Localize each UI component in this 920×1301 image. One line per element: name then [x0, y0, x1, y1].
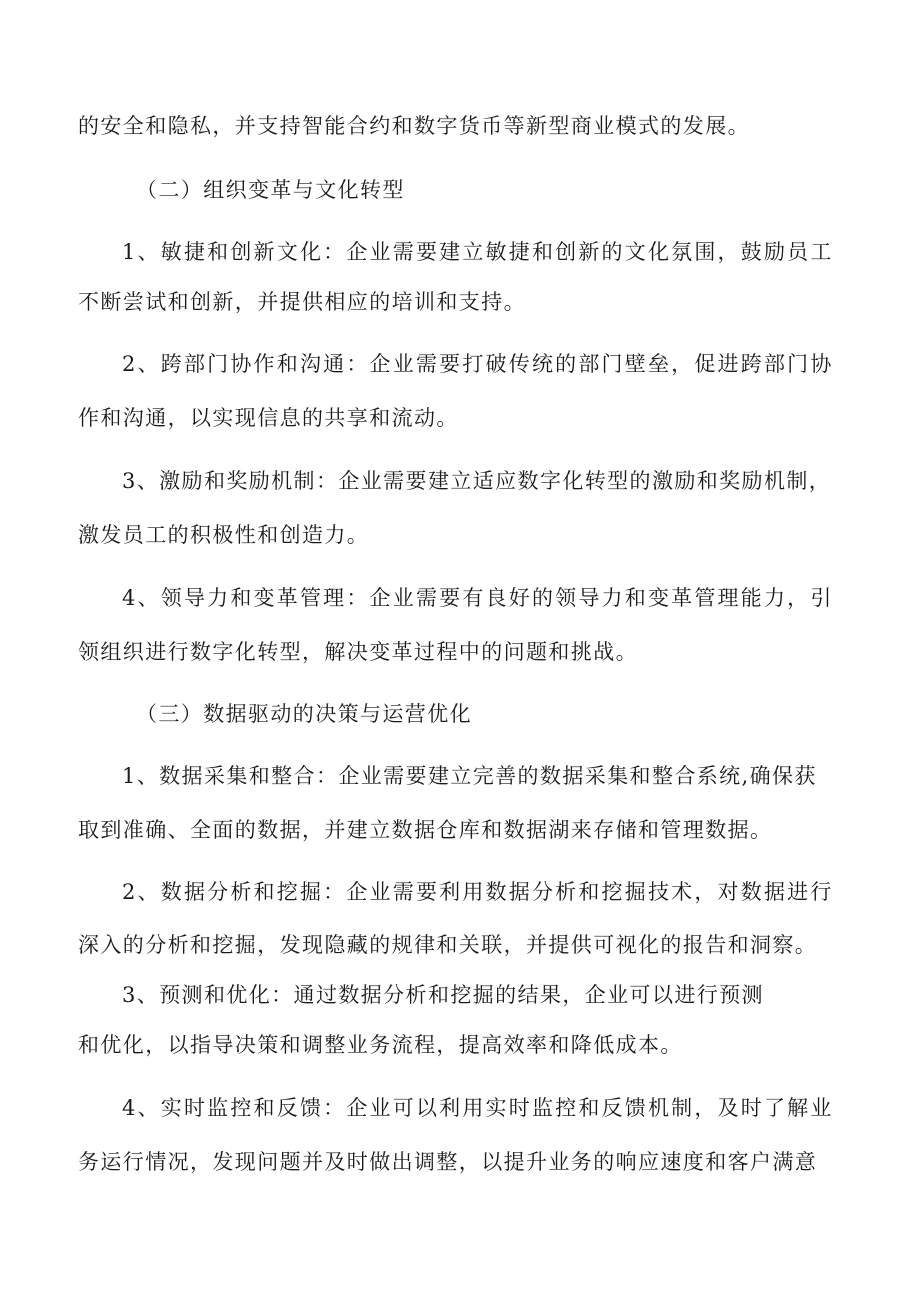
- paragraph-line: 3、预测和优化：通过数据分析和挖掘的结果，企业可以进行预测: [122, 983, 764, 1007]
- paragraph-line: 2、数据分析和挖掘：企业需要利用数据分析和挖掘技术，对数据进行: [122, 880, 834, 904]
- paragraph-line: 3、激励和奖励机制：企业需要建立适应数字化转型的激励和奖励机制，: [122, 469, 832, 493]
- paragraph-line: 取到准确、全面的数据，并建立数据仓库和数据湖来存储和管理数据。: [78, 818, 773, 842]
- paragraph-line: 激发员工的积极性和创造力。: [78, 523, 370, 547]
- paragraph-line: 不断尝试和创新，并提供相应的培训和支持。: [78, 290, 526, 314]
- paragraph-line: 领组织进行数字化转型，解决变革过程中的问题和挑战。: [78, 640, 638, 664]
- paragraph-line: 2、跨部门协作和沟通：企业需要打破传统的部门壁垒，促进跨部门协: [122, 352, 834, 376]
- paragraph-line: 务运行情况，发现问题并及时做出调整，以提升业务的响应速度和客户满意: [78, 1150, 818, 1174]
- paragraph-line: 深入的分析和挖掘，发现隐藏的规律和关联，并提供可视化的报告和洞察。: [78, 933, 818, 957]
- section-heading: （二）组织变革与文化转型: [136, 178, 405, 202]
- paragraph-line: 1、敏捷和创新文化：企业需要建立敏捷和创新的文化氛围，鼓励员工: [122, 240, 834, 264]
- section-heading: （三）数据驱动的决策与运营优化: [136, 702, 472, 726]
- paragraph-line: 和优化，以指导决策和调整业务流程，提高效率和降低成本。: [78, 1033, 683, 1057]
- paragraph-line: 4、实时监控和反馈：企业可以利用实时监控和反馈机制，及时了解业: [122, 1096, 834, 1120]
- paragraph-line: 的安全和隐私，并支持智能合约和数字货币等新型商业模式的发展。: [78, 114, 750, 138]
- paragraph-line: 1、数据采集和整合：企业需要建立完善的数据采集和整合系统,确保获: [122, 764, 817, 788]
- paragraph-line: 作和沟通，以实现信息的共享和流动。: [78, 406, 459, 430]
- paragraph-line: 4、领导力和变革管理：企业需要有良好的领导力和变革管理能力，引: [122, 586, 834, 610]
